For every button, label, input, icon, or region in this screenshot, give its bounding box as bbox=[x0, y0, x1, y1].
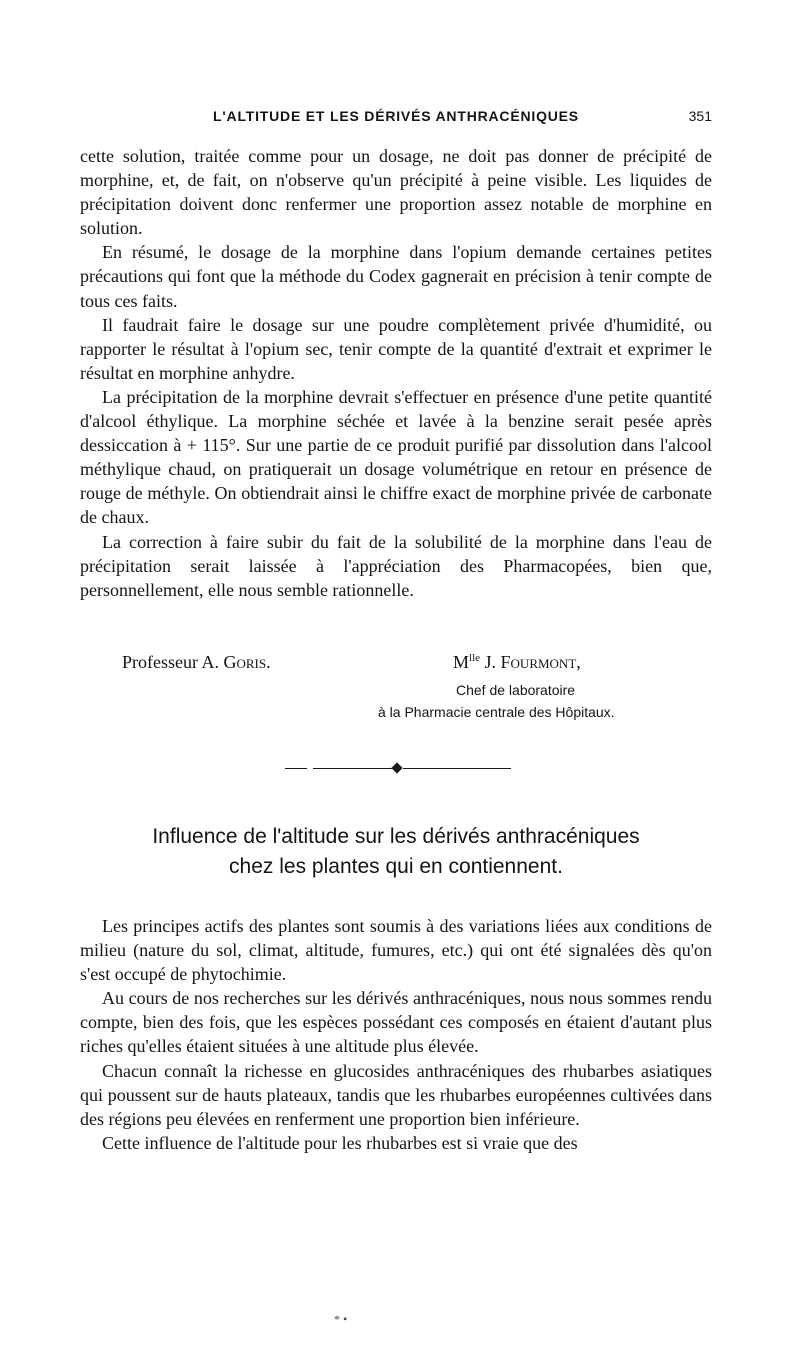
page-number: 351 bbox=[688, 108, 712, 124]
signature-right-title: M bbox=[453, 652, 470, 672]
running-title: L'ALTITUDE ET LES DÉRIVÉS ANTHRACÉNIQUES bbox=[213, 108, 579, 124]
paragraph: Chacun connaît la richesse en glucosides anthracéniques des rhubarbes asiatiques qui poussent sur de hauts plateaux, tandis que les rhubarbes européennes cultivées dans des régions peu élevées en renferment une proportion bien inférieure. bbox=[80, 1060, 712, 1129]
footer-mark: * • bbox=[334, 1312, 348, 1326]
signature-right-name: Fourmont, bbox=[500, 652, 581, 672]
diamond-ornament-icon bbox=[391, 762, 402, 773]
signature-left-name: Goris. bbox=[223, 652, 271, 672]
article-title-line: Influence de l'altitude sur les dérivés anthracéniques bbox=[152, 825, 640, 848]
divider-line-left bbox=[313, 768, 393, 769]
divider-line-right bbox=[403, 768, 511, 769]
signature-role: Chef de laboratoire bbox=[456, 682, 576, 698]
signature-left-prefix: Professeur A. bbox=[122, 652, 219, 672]
body-text-bottom bbox=[80, 914, 712, 1155]
paragraph: cette solution, traitée comme pour un dosage, ne doit pas donner de précipité de morphine, et, de fait, on n'observe qu'un précipité à peine visible. Les liquides de précipitation doivent donc renfermer une proportion assez notable de morphine en solution. bbox=[80, 146, 712, 239]
signature-right-initial: J. bbox=[484, 652, 497, 672]
signature-place: à la Pharmacie centrale des Hôpitaux. bbox=[378, 704, 615, 720]
running-head bbox=[80, 108, 712, 130]
paragraph: La précipitation de la morphine devrait s'effectuer en présence d'une petite quantité d'alcool éthylique. La morphine séchée et lavée à la benzine serait pesée après dessiccation à + 115°. Sur une partie de ce produit purifié par dissolution dans l'alcool méthylique chaud, on pratiquerait un dosage volumétrique en retour en présence de rouge de méthyle. On obtiendrait ainsi le chiffre exact de morphine privée de carbonate de chaux. bbox=[80, 386, 712, 528]
paragraph: Il faudrait faire le dosage sur une poudre complètement privée d'humidité, ou rapporter le résultat à l'opium sec, tenir compte de la quantité d'extrait et exprimer le résultat en morphine anhydre. bbox=[80, 314, 712, 383]
paragraph: Les principes actifs des plantes sont soumis à des variations liées aux conditions de milieu (nature du sol, climat, altitude, fumures, etc.) qui ont été signalées dès qu'on s'est occupé de phytochimie. bbox=[80, 916, 712, 985]
paragraph: Au cours de nos recherches sur les dérivés anthracéniques, nous nous sommes rendu compte, bien des fois, que les espèces possédant ces composés en étaient d'autant plus riches qu'elles étaient situées à une altitude plus élevée. bbox=[80, 988, 712, 1057]
signature-right-title-sup: lle bbox=[469, 652, 481, 664]
signatures bbox=[80, 652, 712, 732]
signature-left bbox=[122, 652, 271, 673]
paragraph: En résumé, le dosage de la morphine dans l'opium demande certaines petites précautions qui font que la méthode du Codex gagnerait en précision à tenir compte de tous ces faits. bbox=[80, 242, 712, 311]
paragraph: La correction à faire subir du fait de la solubilité de la morphine dans l'eau de précipitation serait laissée à l'appréciation des Pharmacopées, bien que, personnellement, elle nous semble rationnelle. bbox=[80, 531, 712, 600]
divider-line-short bbox=[285, 768, 307, 769]
paragraph: Cette influence de l'altitude pour les rhubarbes est si vraie que des bbox=[102, 1132, 578, 1153]
article-title-line: chez les plantes qui en contiennent. bbox=[229, 855, 563, 878]
body-text-top bbox=[80, 144, 712, 602]
article-title bbox=[80, 822, 712, 882]
section-divider bbox=[285, 762, 511, 774]
signature-right bbox=[453, 652, 581, 673]
